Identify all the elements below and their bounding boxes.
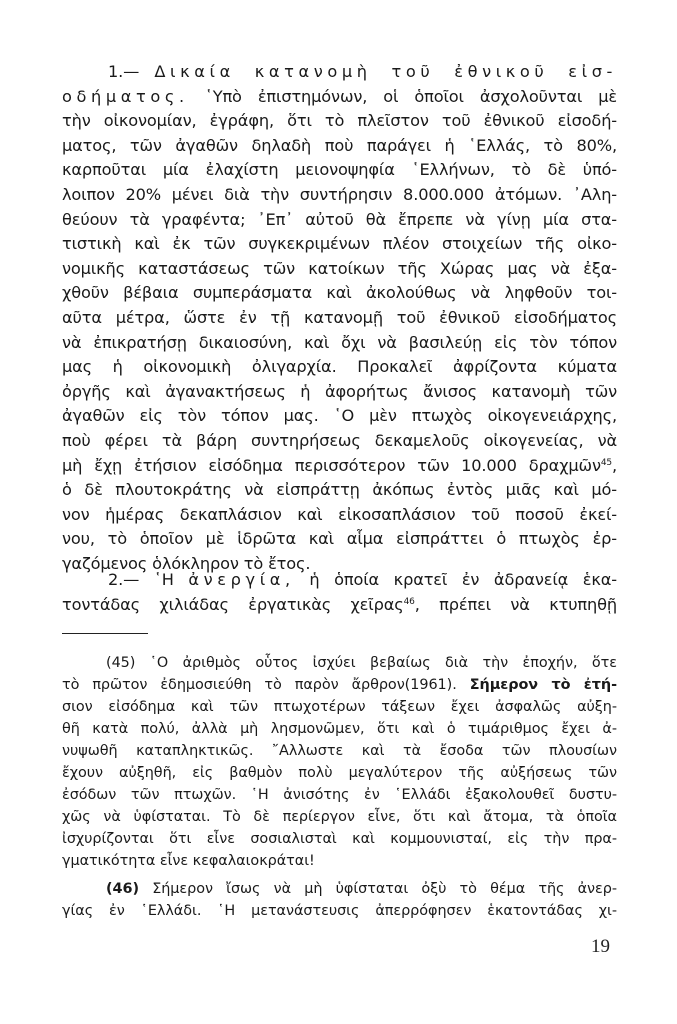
text-line: τὴν οἰκονομίαν, ἐγράφη, ὅτι τὸ πλεῖστον τοῦ ἐθνικοῦ εἰσοδή- <box>62 111 617 131</box>
footnote-line: γίας ἐν ῾Ελλάδι. ῾Η μετανάστευσις ἀπερρόφησεν ἑκατοντάδας χι- <box>62 903 617 919</box>
footnote-line: χῶς νὰ ὑφίσταται. Τὸ δὲ περίεργον εἶνε, ὅτι καὶ ἄτομα, τὰ ὁποῖα <box>62 809 617 825</box>
footnote-line <box>62 674 617 696</box>
text-line: γαζόμενος ὁλόκληρον τὸ ἔτος. <box>62 553 311 573</box>
text-line: λοιπον 20% μένει διὰ τὴν συντήρησιν 8.000.000 ἀτόμων. ᾿Αλη- <box>62 184 617 204</box>
footnote-text: τὸ πρῶτον ἐδημοσιεύθη τὸ παρὸν ἄρθρον(1961). <box>62 677 457 693</box>
footnote-line: γματικότητα εἶνε κεφαλαιοκράται! <box>62 853 315 869</box>
text-line: νον ἡμέρας δεκαπλάσιον καὶ εἰκοσαπλάσιον τοῦ ποσοῦ ἐκεί- <box>62 504 617 524</box>
footnote-label: (45) <box>106 655 136 671</box>
paragraph-2-heading-line <box>62 568 617 593</box>
text-line-rest: ῾Υπὸ ἐπιστημόνων, οἱ ὁποῖοι ἀσχολοῦνται μὲ <box>204 86 617 106</box>
footnotes <box>62 652 617 922</box>
footnote-line: ἐσόδων τῶν πτωχῶν. ῾Η ἀνισότης ἐν ῾Ελλάδι ἐξακολουθεῖ δυστυ- <box>62 787 617 803</box>
paragraph-1 <box>62 60 617 576</box>
text-line: αῦτα μέτρα, ὥστε ἐν τῇ κατανομῇ τοῦ ἐθνικοῦ εἰσοδήματος <box>62 307 617 327</box>
text-line: καρποῦται μία ἐλαχίστη μειονοψηφία ῾Ελλήνων, τὸ δὲ ὑπό- <box>62 160 617 180</box>
paragraph-2-heading: ἀνεργία, <box>188 570 295 589</box>
footnote-text-bold: Σήμερον τὸ ἐτή- <box>469 677 618 693</box>
text-line-text: μὴ ἔχῃ ἐτήσιον εἰσόδημα περισσότερον τῶν 10.000 δραχμῶν <box>62 455 601 475</box>
footnote-line: ἔχουν αὐξηθῆ, εἰς βαθμὸν πολὺ μεγαλύτερον τῆς αὐξήσεως τῶν <box>62 765 617 781</box>
text-line: νὰ ἐπικρατήσῃ δικαιοσύνη, καὶ ὄχι νὰ βασιλεύῃ εἰς τὸν τόπον <box>62 332 617 352</box>
paragraph-2-number: 2.— <box>108 570 140 589</box>
paragraph-2-heading-start: ῾Η <box>153 570 174 589</box>
footnote-reference-45[interactable]: 45 <box>600 457 612 468</box>
text-line-punct: , <box>612 455 617 475</box>
text-line: μας ἡ οἰκονομικὴ ὀλιγαρχία. Προκαλεῖ ἀφρίζοντα κύματα <box>62 357 617 377</box>
text-line: νομικῆς καταστάσεως τῶν κατοίκων τῆς Χώρας μας νὰ ἐξα- <box>62 258 617 278</box>
paragraph-1-number: 1.— <box>108 62 140 81</box>
footnote-line: θῆ κατὰ πολύ, ἀλλὰ μὴ λησμονῶμεν, ὅτι καὶ ὁ τιμάριθμος ἔχει ἀ- <box>62 721 617 737</box>
text-line <box>62 593 617 618</box>
text-line-text: , πρέπει νὰ κτυπηθῇ <box>414 594 617 614</box>
text-line <box>62 85 617 110</box>
footnote-label: (46) <box>106 881 139 897</box>
text-line: ματος, τῶν ἀγαθῶν δηλαδὴ ποὺ παράγει ἡ ῾Ελλάς, τὸ 80%, <box>62 135 617 155</box>
text-line-rest: ἡ ὁποία κρατεῖ ἐν ἀδρανείᾳ ἑκα- <box>309 570 617 589</box>
text-line: ἀγαθῶν εἰς τὸν τόπον μας. ῾Ο μὲν πτωχὸς οἰκογενειάρχης, <box>62 406 617 426</box>
text-line: χθοῦν βέβαια συμπεράσματα καὶ ἀκολούθως νὰ ληφθοῦν τοι- <box>62 283 617 303</box>
text-line: ποὺ φέρει τὰ βάρη συντηρήσεως δεκαμελοῦς οἰκογενείας, νὰ <box>62 430 617 450</box>
paragraph-1-heading-line <box>62 60 617 85</box>
page-number: 19 <box>591 936 610 957</box>
footnote-line: ἰσχυρίζονται ὅτι εἶνε σοσιαλισταὶ καὶ κομμουνισταί, εἰς τὴν πρα- <box>62 831 617 847</box>
paragraph-2 <box>62 568 617 617</box>
footnote-reference-46[interactable]: 46 <box>403 596 415 607</box>
text-line: θεύουν τὰ γραφέντα; ᾿Επ᾿ αὐτοῦ θὰ ἔπρεπε νὰ γίνῃ μία στα- <box>62 209 617 229</box>
paragraph-1-heading: Δικαία κατανομὴ τοῦ ἐθνικοῦ εἰσ- <box>154 62 618 81</box>
text-line: νου, τὸ ὁποῖον μὲ ἱδρῶτα καὶ αἷμα εἰσπράττει ὁ πτωχὸς ἐρ- <box>62 529 617 549</box>
footnote-line: νυψωθῆ καταπληκτικῶς. ῎Αλλωστε καὶ τὰ ἔσοδα τῶν πλουσίων <box>62 743 617 759</box>
footnote-separator <box>62 633 148 634</box>
footnote-line: σιον εἰσόδημα καὶ τῶν πτωχοτέρων τάξεων ἔχει ἀσφαλῶς αὐξη- <box>62 699 617 715</box>
text-line-text: τοντάδας χιλιάδας ἐργατικὰς χεῖρας <box>62 594 404 614</box>
footnote-45-first-line <box>62 652 617 674</box>
paragraph-1-heading-end: οδήματος. <box>62 86 189 106</box>
footnote-text: Σήμερον ἴσως νὰ μὴ ὑφίσταται ὀξὺ τὸ θέμα τῆς ἀνερ- <box>152 881 617 897</box>
text-line: ὀργῆς καὶ ἀγανακτήσεως ἡ ἀφορήτως ἄνισος κατανομὴ τῶν <box>62 381 617 401</box>
text-line <box>62 454 617 479</box>
footnote-text: ῾Ο ἀριθμὸς οὗτος ἰσχύει βεβαίως διὰ τὴν ἐποχήν, ὅτε <box>149 655 617 671</box>
text-line: τιστικὴ καὶ ἐκ τῶν συγκεκριμένων πλέον στοιχείων τῆς οἰκο- <box>62 234 617 254</box>
text-line: ὁ δὲ πλουτοκράτης νὰ εἰσπράττῃ ἀκόπως ἐντὸς μιᾶς καὶ μό- <box>62 480 617 500</box>
footnote-46-first-line <box>62 878 617 900</box>
